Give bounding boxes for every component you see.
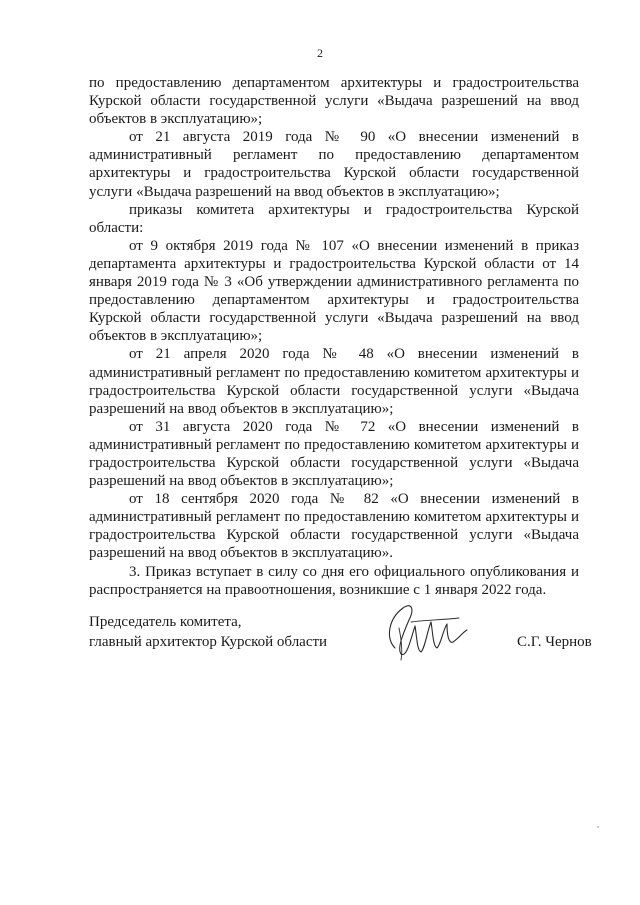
paragraph-order-90: от 21 августа 2019 года № 90 «О внесении изменений в административный регламент по предоставлению департаментом архитектуры и градостроительства Курской области государственной услуги «Выдача разрешений на ввод объектов в эксплуатацию»; bbox=[89, 129, 579, 200]
handwritten-signature bbox=[381, 598, 471, 662]
paragraph-continuation: по предоставлению департаментом архитектуры и градостроительства Курской области государственной услуги «Выдача разрешений на ввод объектов в эксплуатацию»; bbox=[89, 75, 579, 128]
paragraph-order-72: от 31 августа 2020 года № 72 «О внесении изменений в административный регламент по предоставлению комитетом архитектуры и градостроительства Курской области государственной услуги «Выдача разрешений на ввод объектов в эксплуатацию»; bbox=[89, 418, 579, 490]
page-number: 2 bbox=[317, 46, 323, 60]
paragraph-order-82: от 18 сентября 2020 года № 82 «О внесении изменений в административный регламент по предоставлению комитетом архитектуры и градостроительства Курской области государственной услуги «Выдача разрешений на ввод объектов в эксплуатацию». bbox=[89, 491, 579, 562]
paragraph-effective-date: 3. Приказ вступает в силу со дня его официального опубликования и распространяется на правоотношения, возникшие с 1 января 2022 года. bbox=[89, 563, 579, 598]
signatory-position-line2: главный архитектор Курской области bbox=[89, 634, 328, 650]
signature-block bbox=[89, 612, 592, 692]
paragraph-order-107: от 9 октября 2019 года № 107 «О внесении изменений в приказ департамента архитектуры и градостроительства Курской области от 14 января 2019 года № 3 «Об утверждении административного регламента по предоставлению департаментом архитектуры и градостроительства Курской области государственной услуги «Выдача разрешений на ввод объектов в эксплуатацию»; bbox=[89, 237, 579, 345]
paragraph-committee-orders: приказы комитета архитектуры и градостроительства Курской области: bbox=[89, 201, 579, 236]
document-body bbox=[89, 74, 579, 599]
signatory-name: С.Г. Чернов bbox=[517, 634, 592, 650]
signatory-position bbox=[89, 612, 349, 652]
paragraph-order-48: от 21 апреля 2020 года № 48 «О внесении изменений в административный регламент по предоставлению комитетом архитектуры и градостроительства Курской области государственной услуги «Выдача разрешений на ввод объектов в эксплуатацию»; bbox=[89, 346, 579, 417]
scan-artifact bbox=[597, 826, 599, 828]
signatory-position-line1: Председатель комитета, bbox=[89, 614, 242, 630]
